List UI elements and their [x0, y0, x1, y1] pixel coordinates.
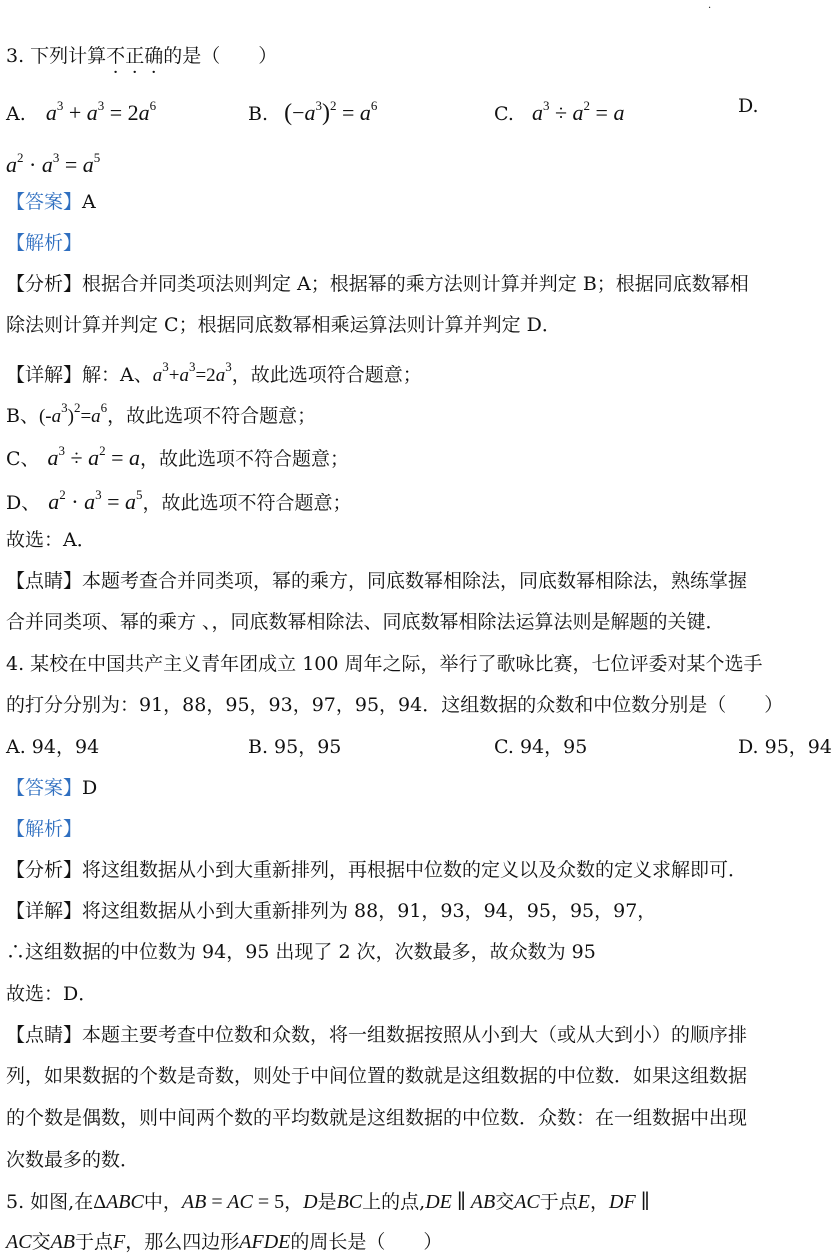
q5-stem-2: AC交AB于点F，那么四边形AFDE的周长是（ ）: [6, 1231, 443, 1253]
q3-xiangjie-d: D、 $a^2 \cdot a^3 = a^5$，故此选项不符合题意；: [6, 487, 352, 514]
analysis-tag: 【解析】: [6, 818, 83, 840]
emph-char: 确: [144, 45, 164, 67]
q3-analysis: [6, 229, 82, 257]
formula: $a^3 \div a^2 = a$: [531, 98, 625, 125]
q3-option-c: [494, 92, 624, 128]
formula: D: [303, 1191, 318, 1213]
q4-answer: 【答案】D: [6, 777, 98, 799]
formula: $a^3 + a^3 = 2a^6$: [45, 98, 157, 125]
xiangjie-tag: 【详解】: [6, 364, 83, 386]
q4-option-d: D. 95，94: [738, 736, 832, 758]
option-label: C.: [494, 103, 514, 125]
q3-xiangjie-a: 【详解】解：A、$a^3+a^3=2a^3$，故此选项符合题意；: [6, 359, 422, 386]
formula: $a^3 \div a^2 = a$: [47, 443, 141, 470]
q3-stem: 3. 下列计算不正确的是（ ）: [6, 45, 278, 67]
q3-xiangjie-c: C、 $a^3 \div a^2 = a$，故此选项不符合题意；: [6, 443, 350, 470]
formula: BC: [336, 1191, 363, 1213]
q4-stem-2: 的打分分别为：91，88，95，93，97，95，94．这组数据的众数和中位数分别是（ ）: [6, 694, 784, 716]
q3-dianjing-2: 合并同类项、幂的乘方 、，同底数幂相除法、同底数幂相除法运算法则是解题的关键．: [6, 611, 725, 633]
q4-stem-1: 4. 某校在中国共产主义青年团成立 100 周年之际，举行了歌咏比赛，七位评委对某个选手: [6, 653, 763, 675]
q4-analysis: [6, 815, 82, 843]
q4-option-c: C. 94，95: [494, 736, 588, 758]
q4-option-b: B. 95，95: [248, 736, 342, 758]
q3-answer: 【答案】A: [6, 191, 96, 213]
option-label: B.: [248, 103, 269, 125]
q3-option-b: [248, 92, 377, 128]
q3-fenxi-2: 除法则计算并判定 C；根据同底数幂相乘运算法则计算并判定 D．: [6, 314, 561, 336]
formula: AFDE: [239, 1231, 291, 1253]
q4-dianjing-1: 【点睛】本题主要考查中位数和众数，将一组数据按照从小到大（或从大到小）的顺序排: [6, 1024, 748, 1046]
formula: AC: [6, 1231, 32, 1253]
q4-xiangjie: 【详解】将这组数据从小到大重新排列为 88，91，93，94，95，95，97，: [6, 900, 657, 922]
q3-choose: 故选：A．: [6, 529, 96, 551]
q4-dianjing-2: 列，如果数据的个数是奇数，则处于中间位置的数就是这组数据的中位数．如果这组数据: [6, 1065, 748, 1087]
answer-tag: 【答案】: [6, 777, 83, 799]
q3-option-d-formula: [6, 144, 100, 180]
formula: DF ∥: [609, 1191, 650, 1213]
formula: $a^3+a^3=2a^3$: [152, 359, 232, 386]
q5-stem-1: 5. 如图,在ΔABC中，AB = AC = 5，D是BC上的点,DE ∥ AB交AC于点E，DF ∥: [6, 1191, 650, 1213]
answer-tag: 【答案】: [6, 191, 83, 213]
option-label: D.: [738, 95, 759, 117]
formula: $(-a^3)^2 = a^6$: [284, 98, 378, 126]
analysis-tag: 【解析】: [6, 232, 83, 254]
fenxi-tag: 【分析】: [6, 859, 83, 881]
formula: AC: [514, 1191, 540, 1213]
q3-option-d: [738, 92, 759, 120]
q4-therefore: ∴这组数据的中位数为 94，95 出现了 2 次，次数最多，故众数为 95: [6, 941, 596, 963]
formula: E: [577, 1191, 590, 1213]
q3-fenxi-1: 【分析】根据合并同类项法则判定 A；根据幂的乘方法则计算并判定 B；根据同底数幂相: [6, 273, 749, 295]
formula: DE ∥ AB: [425, 1191, 496, 1213]
formula: ΔABC: [93, 1191, 144, 1213]
q4-choose: 故选：D．: [6, 983, 98, 1005]
q3-dianjing-1: 【点睛】本题考查合并同类项，幂的乘方，同底数幂相除法，同底数幂相除法，熟练掌握: [6, 570, 748, 592]
dianjing-tag: 【点睛】: [6, 570, 83, 592]
formula: F: [113, 1231, 126, 1253]
emph-char: 不: [106, 45, 126, 67]
q3-option-a: [6, 92, 156, 128]
option-label: A.: [6, 103, 26, 125]
emph-char: 正: [125, 45, 145, 67]
q4-option-a: A. 94，94: [6, 736, 100, 758]
q4-fenxi: 【分析】将这组数据从小到大重新排列，再根据中位数的定义以及众数的定义求解即可．: [6, 859, 748, 881]
formula: AB = AC = 5: [181, 1191, 285, 1213]
q3-xiangjie-b: B、$(-a^3)^2=a^6$，故此选项不符合题意；: [6, 400, 317, 427]
formula: $a^2 \cdot a^3 = a^5$: [48, 487, 143, 514]
q4-dianjing-4: 次数最多的数．: [6, 1149, 140, 1171]
formula: $(-a^3)^2=a^6$: [38, 400, 108, 427]
fenxi-tag: 【分析】: [6, 273, 83, 295]
formula: AB: [50, 1231, 76, 1253]
dianjing-tag: 【点睛】: [6, 1024, 83, 1046]
xiangjie-tag: 【详解】: [6, 900, 83, 922]
corner-mark: .: [708, 0, 712, 11]
q4-dianjing-3: 的个数是偶数，则中间两个数的平均数就是这组数据的中位数．众数：在一组数据中出现: [6, 1107, 748, 1129]
formula: $a^2 \cdot a^3 = a^5$: [6, 150, 101, 177]
